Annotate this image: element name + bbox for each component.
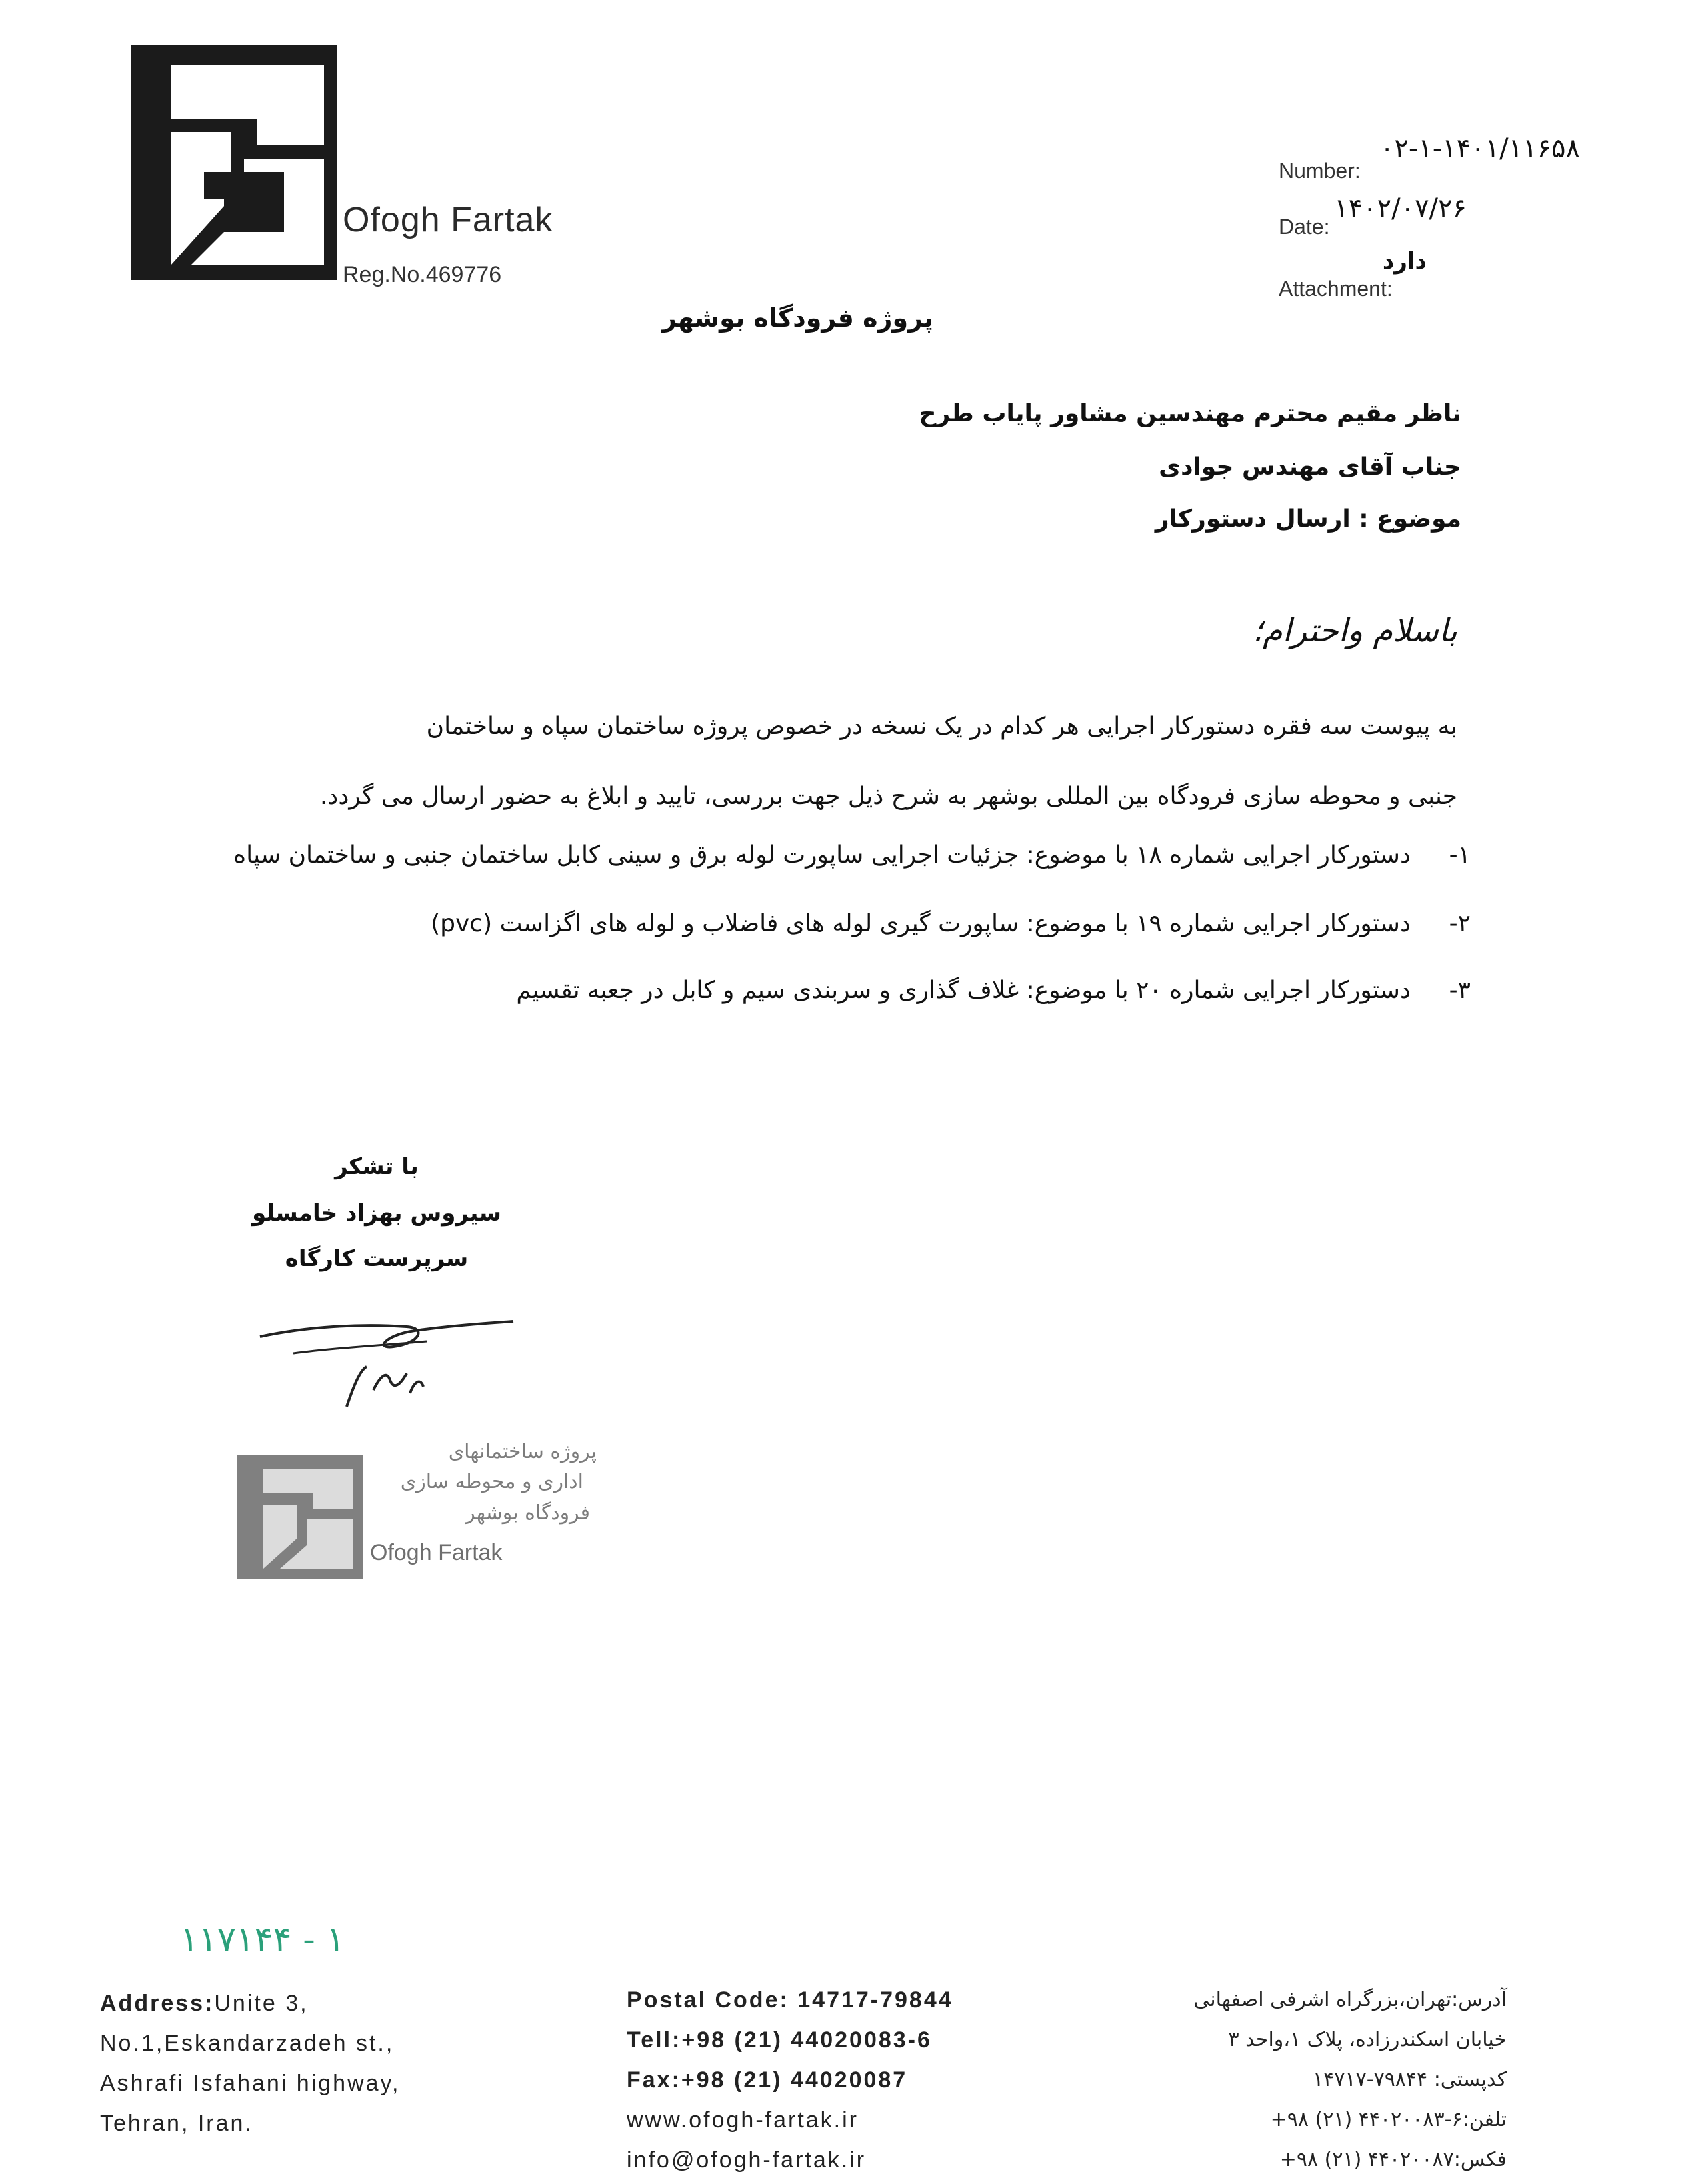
signer-name: سیروس بهزاد خامسلو	[252, 1200, 501, 1227]
registration-number: Reg.No.469776	[343, 262, 502, 287]
attachment-label: Attachment:	[1279, 277, 1393, 301]
handwritten-registry-number: ۱۱۷۱۴۴ - ۱	[180, 1920, 345, 1960]
address-label: Address:	[100, 1991, 215, 2016]
list-item-text: دستورکار اجرایی شماره ۲۰ با موضوع: غلاف گذاری و سربندی سیم و کابل در جعبه تقسیم	[516, 977, 1411, 1004]
list-item	[233, 841, 1471, 869]
addressee-line-2: جناب آقای مهندس جوادی	[1159, 453, 1461, 481]
letter-number-value: ۰۲-۱-۱۴۰۱/۱۱۶۵۸	[1379, 133, 1580, 164]
body-line-1: به پیوست سه فقره دستورکار اجرایی هر کدام در یک نسخه در خصوص پروژه ساختمان سپاه و ساختمان	[426, 713, 1457, 740]
fa-address-line-1: آدرس:تهران،بزرگراه اشرفی اصفهانی	[1193, 1988, 1507, 2011]
address-line-3: Ashrafi Isfahani highway,	[100, 2071, 401, 2096]
telephone: Tell:+98 (21) 44020083-6	[627, 2027, 932, 2053]
list-item-text: دستورکار اجرایی شماره ۱۹ با موضوع: ساپورت گیری لوله های فاضلاب و لوله های اگزاست (pvc)	[431, 910, 1411, 937]
list-item-number: ۲-	[1449, 910, 1471, 937]
list-item-text: دستورکار اجرایی شماره ۱۸ با موضوع: جزئیات اجرایی ساپورت لوله برق و سینی کابل ساختمان جنبی و ساختمان سپاه	[233, 841, 1411, 869]
address-line-1: Unite 3,	[214, 1991, 309, 2016]
letter-subject: موضوع : ارسال دستورکار	[1155, 505, 1461, 533]
website-link[interactable]: www.ofogh-fartak.ir	[627, 2107, 859, 2133]
footer-contact	[627, 1980, 953, 2180]
address-line-4: Tehran, Iran.	[100, 2111, 253, 2136]
postal-code: Postal Code: 14717-79844	[627, 1987, 953, 2013]
email-link[interactable]: info@ofogh-fartak.ir	[627, 2147, 867, 2173]
list-item-number: ۱-	[1449, 841, 1471, 869]
list-item	[516, 977, 1471, 1004]
handwritten-signature	[253, 1307, 520, 1413]
company-logo	[131, 45, 337, 280]
project-title: پروژه فرودگاه بوشهر	[662, 303, 933, 333]
body-line-2: جنبی و محوطه سازی فرودگاه بین المللی بوشهر به شرح ذیل جهت بررسی، تایید و ابلاغ به حضور ارسال می گردد.	[319, 783, 1457, 810]
list-item-number: ۳-	[1449, 977, 1471, 1004]
attachment-value: دارد	[1382, 248, 1427, 275]
closing-thanks: با تشکر	[335, 1153, 419, 1180]
company-stamp	[233, 1440, 607, 1593]
address-line-2: No.1,Eskandarzadeh st.,	[100, 2031, 395, 2056]
signer-title: سرپرست کارگاه	[285, 1245, 469, 1272]
stamp-text-line-1: پروژه ساختمانهای	[448, 1440, 597, 1463]
letter-date-label: Date:	[1279, 215, 1330, 239]
fa-address-line-2: خیابان اسکندرزاده، پلاک ۱،واحد ۳	[1228, 2028, 1507, 2051]
fa-postal-code: کدپستی: ۷۹۸۴۴-۱۴۷۱۷	[1313, 2068, 1507, 2091]
stamp-logo	[233, 1452, 367, 1582]
stamp-brand: Ofogh Fartak	[370, 1540, 503, 1565]
company-name: Ofogh Fartak	[343, 201, 553, 239]
fax: Fax:+98 (21) 44020087	[627, 2067, 908, 2093]
stamp-text-line-2: اداری و محوطه سازی	[400, 1470, 583, 1493]
greeting: باسلام واحترام؛	[1252, 612, 1457, 649]
stamp-text-line-3: فرودگاه بوشهر	[465, 1501, 590, 1525]
list-item	[431, 910, 1471, 937]
letter-number-label: Number:	[1279, 159, 1361, 183]
fa-fax: فکس:۴۴۰۲۰۰۸۷ (۲۱) ۹۸+	[1279, 2148, 1507, 2171]
fa-telephone: تلفن:۶-۴۴۰۲۰۰۸۳ (۲۱) ۹۸+	[1270, 2108, 1507, 2131]
footer-address	[100, 1983, 400, 2143]
addressee-line-1: ناظر مقیم محترم مهندسین مشاور پایاب طرح	[919, 400, 1461, 427]
footer-address-fa	[1133, 1980, 1507, 2180]
letter-date-value: ۱۴۰۲/۰۷/۲۶	[1334, 193, 1467, 224]
